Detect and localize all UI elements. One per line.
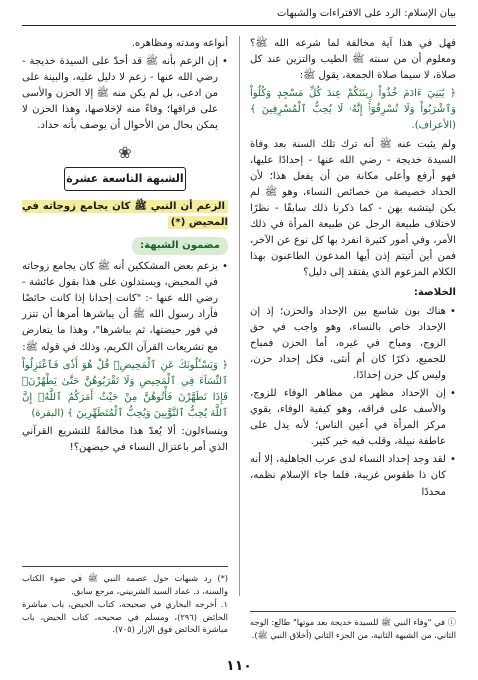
content-heading-wrap [22, 235, 228, 259]
claim-body: • يزعم بعض المشككين أنه ﷺ كان يجامع زوجاته في المحيض، ويستدلون على هذا بقول عائشة - رضي الله عنها -: "كانت إحدانا إذا كانت حائضًا فأراد رسول الله ﷺ أن يباشرها أمرها أن تتزر في فور حيضتها، ثم يباشرها"، وهذا ما يتعارض مع تشريعات القرآن الكريم، وذلك في قوله ﷺ: [22, 259, 228, 356]
summary-bullet: • لقد وجد إحداد النساء لدى عرب الجاهلية، إلا أنه كان ذا طقوس غريبة، فلما جاء الإسلام نظمه، محددًا [250, 452, 456, 500]
paragraph: أنواعه ومدته ومظاهره. [131, 38, 228, 49]
claim-line [22, 199, 228, 231]
paragraph: ولم يثبت عنه ﷺ أنه ترك تلك السنة بعد وفاة السيدة خديجة - رضي الله عنها - إحدادًا عليها، فهو أرفع وأعلى مكانة من أن يفعل هذا؛ لأن الحداد خصيصة من خصائص النساء، وهو ﷺ لم يكن ليتشبه بهن - كما ذكرنا ذلك سابقًا - نظرًا لاختلاف طبيعة الرجل عن طبيعة المرأة في ذلك الأمر، وفي أمور كثيرة انفرد بها كل نوع عن الآخر، فمن أين أتيتم إذن أيها المدعون الطاعنون بهذا الكلام المزعوم الذي يفتقد إلى دليل؟ [250, 138, 456, 279]
page-number: ١١٠ [226, 658, 252, 674]
footnote-divider [250, 611, 456, 612]
footnote: ⓘ في "وفاء النبي ﷺ للسيدة خديجة بعد موتها" طالع: الوجه الثاني، من الشبهة الثانية، من الجزء الثاني (أخلاق النبي ﷺ). [250, 617, 456, 640]
footnotes-left [22, 572, 228, 637]
paragraph: فهل في هذا آية مخالفة لما شرعه الله ﷺ؟ ومعلوم أن من سنته ﷺ الطيب والتزين عند كل صلاة، لا سيما صلاة الجمعة، يقول ﷺ: [250, 38, 456, 82]
summary-heading: الخلاصة: [413, 287, 456, 299]
claim-highlight: الزعم أن النبي ﷺ كان يجامع زوجاته في المحيض (*) [22, 200, 228, 228]
footnote: (*) رد شبهات حول عصمة النبي ﷺ في ضوء الكتاب والسنة، د. عماد السيد الشربيني، مرجع سابق. [22, 573, 228, 596]
column-divider [239, 36, 240, 596]
header-divider [22, 25, 456, 26]
ornament-icon: ❀ [118, 142, 132, 162]
footnotes-right [250, 616, 456, 642]
right-column [250, 36, 456, 503]
paragraph: ويتساءلون: ألا يُعدّ هذا مخالفةً للتشريع القرآني الذي أمر باعتزال النساء في حيضهن؟! [22, 425, 228, 454]
content-heading: مضمون الشبهة: [132, 237, 228, 255]
footnote-divider [22, 566, 228, 567]
summary-bullet: • هناك بون شاسع بين الإحداد والحزن؛ إذ إن الإحداد خاص بالنساء، وهو واجب في حق الزوج، ومباح في غيره، أما الحزن فمباح للجميع، ذكرًا كان أم أنثى، فكل إحداد حزن، وليس كل حزن إحدادًا. [250, 304, 456, 384]
left-column [22, 36, 228, 458]
section-title: الشبهة التاسعة عشرة [64, 167, 186, 191]
summary-bullet: • إن الإحداد مظهر من مظاهر الوفاء للزوج، والأسف على فراقه، وهو كيفية الوفاء، يقوي مركز المرأة في أعين الناس؛ لأنه يدل على عاطفة نبيلة، وقلب فيه خير كثير. [250, 386, 456, 450]
quran-verse: ﴿ يَٰبَنِيٓ ءَادَمَ خُذُواْ زِينَتَكُمْ عِندَ كُلِّ مَسْجِدٖ وَكُلُواْ وَٱشْرَبُواْ وَلَا تُسْرِفُوٓاْۚ إِنَّهُۥ لَا يُحِبُّ ٱلْمُسْرِفِينَ ﴾ (الأعراف). [250, 88, 456, 132]
summary-bullet: • إن الزعم بأنه ﷺ قد أحدّ على السيدة خديجة - رضي الله عنها - زعم لا دليل عليه، والبينة على من ادعى، بل لم يكن منه ﷺ إلا الحزن والأسى على فراقها؛ وفاءً منه لإخلاصها، وهذا الحزن لا يمكن بحال من الأحوال أن يوصف بأنه حداد. [22, 54, 228, 134]
footnote: ١. أخرجه البخاري في صحيحه، كتاب الحيض، باب مباشرة الحائض (٢٩٦)، ومسلم في صحيحه، كتاب الحيض، باب مباشرة الحائض فوق الإزار (٧٠٥). [22, 599, 228, 635]
quran-verse: ﴿ وَيَسْـَٔلُونَكَ عَنِ ٱلْمَحِيضِۖ قُلْ هُوَ أَذٗى فَٱعْتَزِلُواْ ٱلنِّسَآءَ فِي ٱلْمَحِيضِ وَلَا تَقْرَبُوهُنَّ حَتَّىٰ يَطْهُرْنَۖ فَإِذَا تَطَهَّرْنَ فَأْتُوهُنَّ مِنْ حَيْثُ أَمَرَكُمُ ٱللَّهُۚ إِنَّ ٱللَّهَ يُحِبُّ ٱلتَّوَّٰبِينَ وَيُحِبُّ ٱلْمُتَطَهِّرِينَ ﴾ (البقرة) [22, 359, 228, 419]
running-header: بيان الإسلام: الرد على الافتراءات والشبهات [276, 8, 456, 19]
